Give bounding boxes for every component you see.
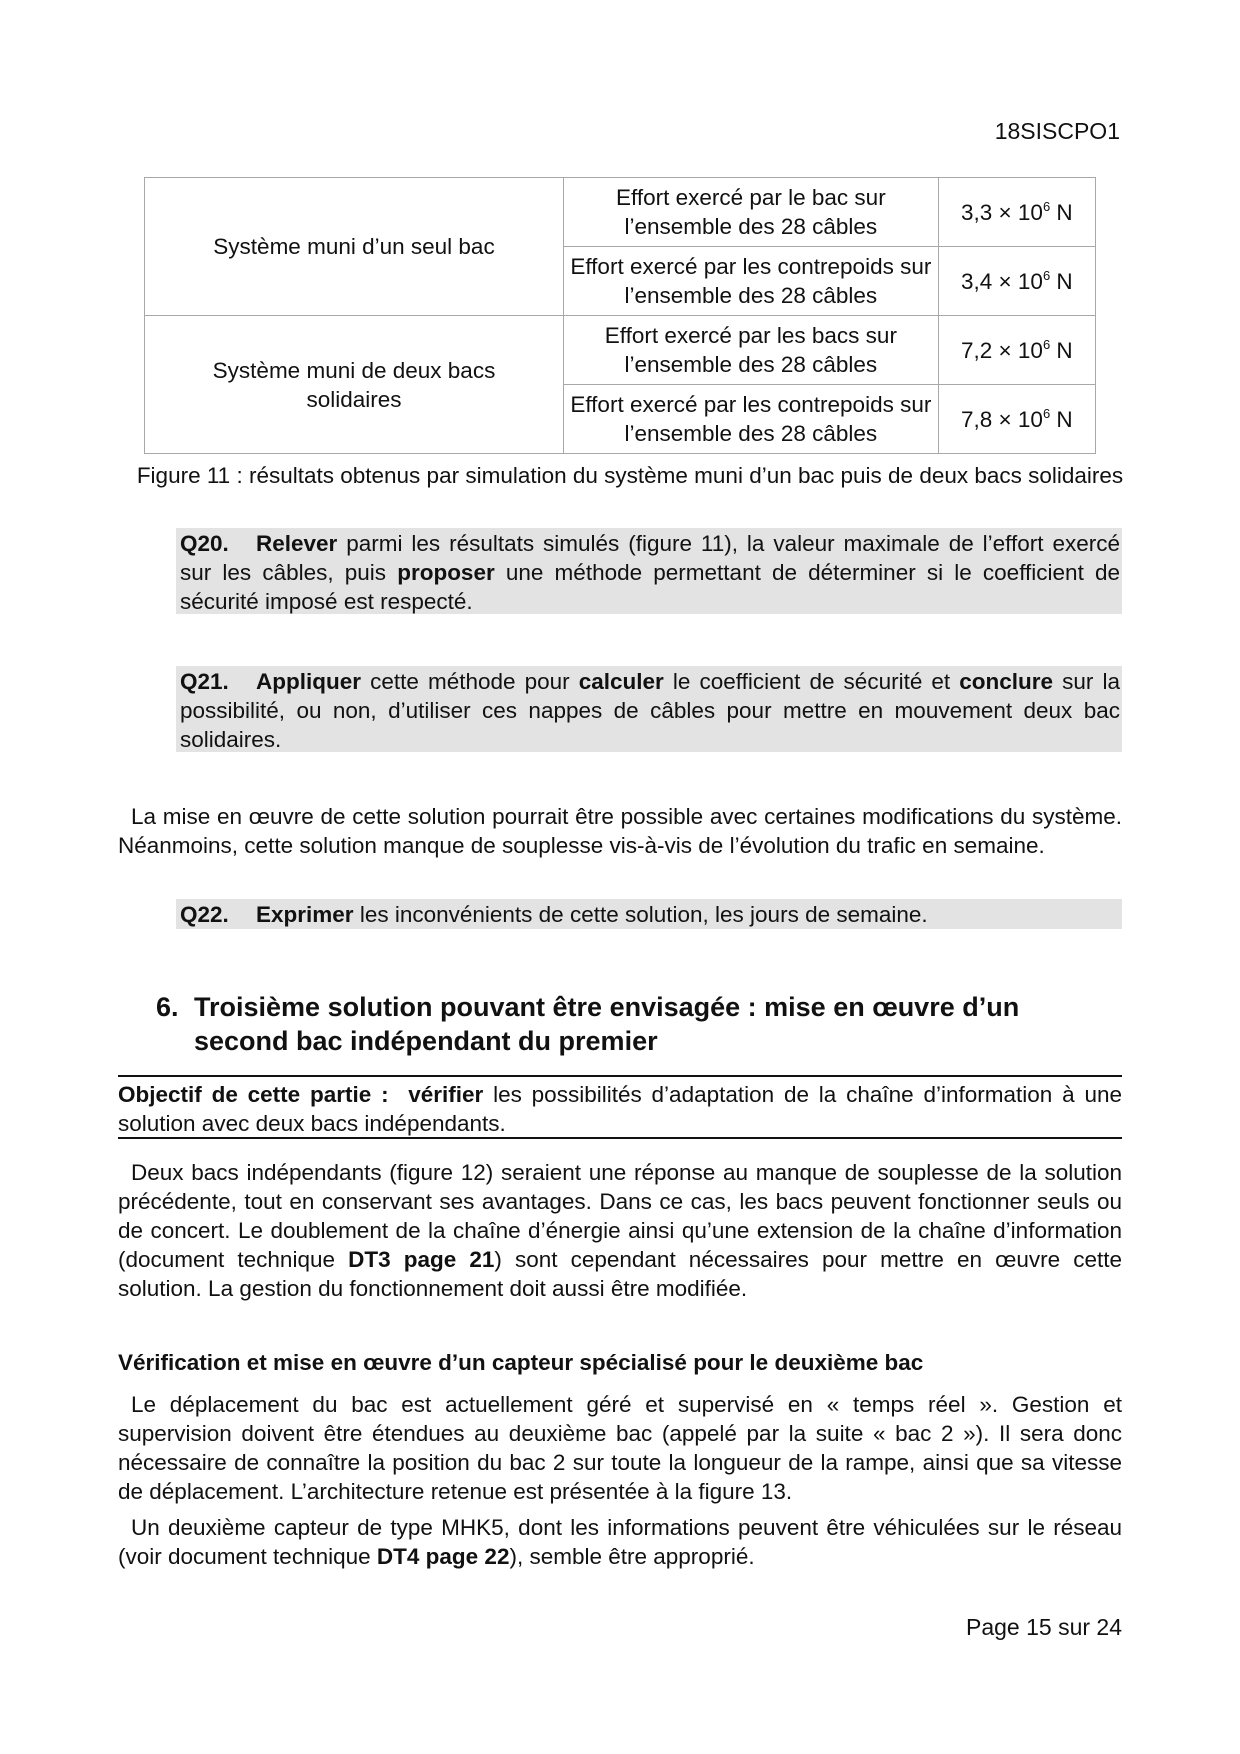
system-cell: Système muni d’un seul bac bbox=[145, 178, 564, 316]
divider bbox=[118, 1075, 1122, 1077]
action-verb: conclure bbox=[959, 669, 1054, 694]
objective-block bbox=[118, 1080, 1122, 1138]
question-text: le coefficient de sécurité et bbox=[663, 669, 960, 694]
table-row bbox=[145, 178, 1096, 247]
table-row bbox=[145, 316, 1096, 385]
figure-11-caption: Figure 11 : résultats obtenus par simulation du système muni d’un bac puis de deux bacs solidaires bbox=[136, 463, 1124, 488]
paragraph bbox=[118, 1158, 1122, 1303]
value-mantissa: 7,2 × 10 bbox=[960, 337, 1043, 363]
question-text: les inconvénients de cette solution, les jours de semaine. bbox=[353, 902, 928, 927]
value-exponent: 6 bbox=[1042, 267, 1051, 283]
value-unit: N bbox=[1050, 199, 1073, 225]
paragraph bbox=[118, 1513, 1122, 1571]
doc-reference: DT4 page 22 bbox=[376, 1544, 510, 1569]
effort-label-cell: Effort exercé par les bacs sur l’ensemble des 28 câbles bbox=[564, 316, 939, 385]
question-q20 bbox=[176, 528, 1122, 614]
value-exponent: 6 bbox=[1042, 405, 1051, 421]
objective-text: les possibilités d’adaptation de la chaîne d’information à une solution avec deux bacs indépendants. bbox=[118, 1082, 1122, 1136]
question-text: parmi les résultats simulés (figure 11), la valeur maximale de l’effort exercé sur les câbles, puis bbox=[180, 531, 1120, 585]
paragraph: Le déplacement du bac est actuellement géré et supervisé en « temps réel ». Gestion et supervision doivent être étendues au deuxième bac (appelé par la suite « bac 2 »). Il sera donc nécessaire de connaître la position du bac 2 sur toute la longueur de la rampe, ainsi que sa vitesse de déplacement. L’architecture retenue est présentée à la figure 13. bbox=[118, 1392, 1122, 1504]
objective-label: Objectif de cette partie : bbox=[118, 1082, 389, 1107]
effort-value-cell bbox=[938, 316, 1095, 385]
effort-value-cell bbox=[938, 385, 1095, 454]
effort-label-cell: Effort exercé par les contrepoids sur l’ensemble des 28 câbles bbox=[564, 385, 939, 454]
section-title: Troisième solution pouvant être envisagée : mise en œuvre d’un second bac indépendant du premier bbox=[194, 992, 1020, 1056]
system-cell: Système muni de deux bacs solidaires bbox=[145, 316, 564, 454]
page-number: Page 15 sur 24 bbox=[965, 1614, 1122, 1640]
question-number: Q22. bbox=[180, 902, 229, 927]
section-heading bbox=[156, 990, 1116, 1058]
effort-label-cell: Effort exercé par le bac sur l’ensemble des 28 câbles bbox=[564, 178, 939, 247]
document-code: 18SISCPO1 bbox=[994, 118, 1120, 144]
value-unit: N bbox=[1050, 406, 1073, 432]
question-q22 bbox=[176, 899, 1122, 929]
action-verb: Exprimer bbox=[256, 902, 354, 927]
paragraph: La mise en œuvre de cette solution pourrait être possible avec certaines modifications du système. Néanmoins, cette solution manque de souplesse vis-à-vis de l’évolution du trafic en semaine. bbox=[118, 804, 1122, 858]
paragraph-text: Deux bacs indépendants (figure 12) seraient une réponse au manque de souplesse de la solution précédente, tout en conservant ses avantages. Dans ce cas, les bacs peuvent fonctionner seuls ou de concert. Le doublement de la chaîne d’énergie ainsi qu’une extension de la chaîne d’information (document technique bbox=[118, 1160, 1122, 1272]
question-text: cette méthode pour bbox=[361, 669, 579, 694]
action-verb: Appliquer bbox=[256, 669, 361, 694]
paragraph-text: ) sont cependant nécessaires pour mettre en œuvre cette solution. La gestion du fonctionnement doit aussi être modifiée. bbox=[118, 1247, 1123, 1301]
value-exponent: 6 bbox=[1042, 198, 1051, 214]
paragraph-text: Un deuxième capteur de type MHK5, dont les informations peuvent être véhiculées sur le réseau (voir document technique bbox=[118, 1515, 1122, 1569]
question-number: Q20. bbox=[180, 531, 229, 556]
effort-label-cell: Effort exercé par les contrepoids sur l’ensemble des 28 câbles bbox=[564, 247, 939, 316]
figure-11-results-table bbox=[144, 177, 1096, 454]
value-mantissa: 3,4 × 10 bbox=[960, 268, 1043, 294]
effort-value-cell bbox=[938, 247, 1095, 316]
question-number: Q21. bbox=[180, 669, 229, 694]
subheading: Vérification et mise en œuvre d’un capteur spécialisé pour le deuxième bac bbox=[118, 1350, 924, 1375]
question-q21 bbox=[176, 666, 1122, 752]
action-verb: proposer bbox=[397, 560, 495, 585]
value-exponent: 6 bbox=[1042, 336, 1051, 352]
value-mantissa: 7,8 × 10 bbox=[960, 406, 1043, 432]
question-text: une méthode permettant de déterminer si le coefficient de sécurité imposé est respecté. bbox=[180, 560, 1120, 614]
action-verb: calculer bbox=[578, 669, 664, 694]
question-text: sur la possibilité, ou non, d’utiliser ces nappes de câbles pour mettre en mouvement deux bac solidaires. bbox=[180, 669, 1120, 752]
effort-value-cell bbox=[938, 178, 1095, 247]
value-unit: N bbox=[1050, 268, 1073, 294]
paragraph-text: ), semble être approprié. bbox=[509, 1544, 755, 1569]
value-mantissa: 3,3 × 10 bbox=[960, 199, 1043, 225]
divider bbox=[118, 1137, 1122, 1139]
objective-verb: vérifier bbox=[408, 1082, 484, 1107]
section-number: 6. bbox=[156, 992, 179, 1022]
action-verb: Relever bbox=[256, 531, 338, 556]
value-unit: N bbox=[1050, 337, 1073, 363]
doc-reference: DT3 page 21 bbox=[348, 1247, 495, 1272]
